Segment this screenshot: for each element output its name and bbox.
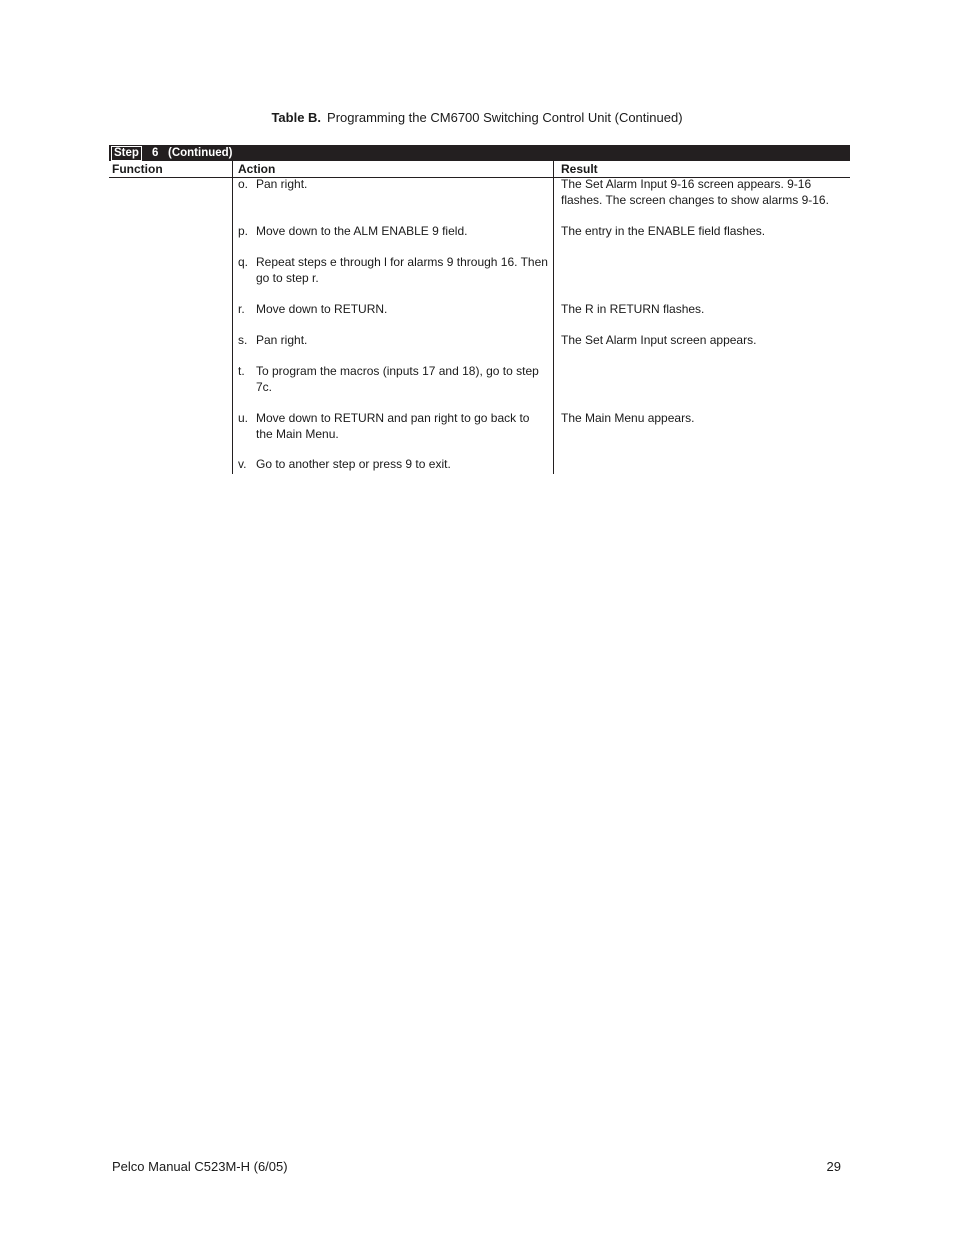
footer-page-number: 29: [826, 1159, 841, 1174]
row-q-action: [238, 255, 548, 286]
column-header-result: Result: [561, 162, 598, 176]
row-o-result: The Set Alarm Input 9-16 screen appears. 9-16 flashes. The screen changes to show alarms 9-16.: [561, 177, 829, 207]
row-u-result: The Main Menu appears.: [561, 411, 695, 425]
row-v-action: [238, 457, 548, 473]
action-text: Pan right.: [256, 333, 308, 347]
row-u-action: [238, 411, 548, 442]
column-header-action: Action: [238, 162, 276, 176]
step-header-bar: [109, 145, 850, 161]
row-r-action: [238, 302, 548, 318]
row-t-action: [238, 364, 548, 395]
action-text: To program the macros (inputs 17 and 18), go to step 7c.: [256, 364, 539, 394]
action-text: Go to another step or press 9 to exit.: [256, 457, 451, 471]
row-letter: s.: [238, 333, 248, 347]
column-divider-function-action: [232, 161, 233, 474]
action-text: Move down to RETURN.: [256, 302, 388, 316]
action-text: Move down to the ALM ENABLE 9 field.: [256, 224, 468, 238]
row-letter: o.: [238, 177, 249, 191]
row-letter: t.: [238, 364, 245, 378]
row-o-action: [238, 177, 548, 193]
table-caption-label: Table B.: [271, 110, 322, 125]
row-r-result: The R in RETURN flashes.: [561, 302, 705, 316]
action-text: Pan right.: [256, 177, 308, 191]
action-text: Repeat steps e through l for alarms 9 through 16. Then go to step r.: [256, 255, 548, 285]
step-number: 6: [152, 147, 159, 159]
row-letter: v.: [238, 457, 247, 471]
step-label: Step: [111, 146, 142, 161]
row-s-action: [238, 333, 548, 349]
row-letter: u.: [238, 411, 249, 425]
table-caption: [0, 110, 954, 125]
row-p-result: The entry in the ENABLE field flashes.: [561, 224, 766, 238]
row-letter: r.: [238, 302, 245, 316]
row-s-result: The Set Alarm Input screen appears.: [561, 333, 757, 347]
column-divider-action-result: [553, 161, 554, 474]
row-letter: p.: [238, 224, 249, 238]
table-caption-text: Programming the CM6700 Switching Control Unit (Continued): [327, 110, 683, 125]
row-letter: q.: [238, 255, 249, 269]
column-header-function: Function: [112, 162, 163, 176]
footer-manual-id: Pelco Manual C523M-H (6/05): [112, 1159, 288, 1174]
action-text: Move down to RETURN and pan right to go back to the Main Menu.: [256, 411, 530, 441]
row-p-action: [238, 224, 548, 240]
step-continued: (Continued): [168, 147, 233, 159]
